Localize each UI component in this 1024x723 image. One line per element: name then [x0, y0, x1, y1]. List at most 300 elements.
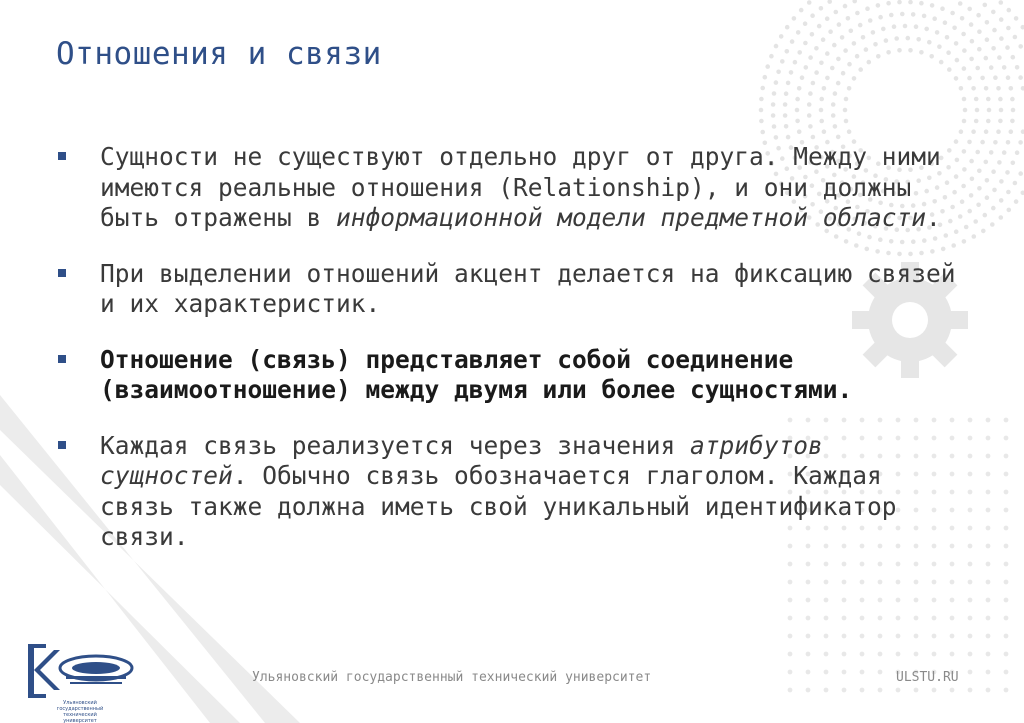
- decor-dot: [950, 652, 955, 657]
- decor-dot: [971, 129, 976, 134]
- decor-dot: [810, 32, 815, 37]
- decor-dot: [986, 544, 991, 549]
- decor-dot: [878, 616, 883, 621]
- decor-dot: [998, 97, 1003, 102]
- decor-dot: [868, 18, 873, 23]
- decor-dot: [763, 75, 768, 80]
- decor-dot: [855, 54, 860, 59]
- decor-dot: [819, 97, 824, 102]
- list-item: [56, 431, 956, 553]
- decor-dot: [999, 179, 1004, 184]
- decor-dot: [1018, 75, 1023, 80]
- decor-dot: [970, 177, 975, 182]
- decor-dot: [968, 634, 973, 639]
- decor-dot: [789, 70, 794, 75]
- decor-dot: [986, 526, 991, 531]
- decor-dot: [842, 616, 847, 621]
- decor-dot: [986, 454, 991, 459]
- decor-dot: [1002, 150, 1007, 155]
- decor-dot: [919, 1, 924, 6]
- decor-dot: [986, 580, 991, 585]
- decor-dot: [986, 97, 991, 102]
- decor-dot: [814, 70, 819, 75]
- list-item-bold: [56, 345, 956, 406]
- decor-dot: [991, 46, 996, 51]
- decor-dot: [806, 598, 811, 603]
- decor-dot: [950, 616, 955, 621]
- square-bullet-icon: [58, 152, 66, 160]
- decor-dot: [932, 16, 937, 21]
- decor-dot: [878, 15, 883, 20]
- decor-dot: [881, 27, 886, 32]
- decor-dot: [836, 135, 841, 140]
- decor-dot: [1004, 634, 1009, 639]
- decor-dot: [969, 22, 974, 27]
- decor-dot: [772, 91, 777, 96]
- decor-dot: [1004, 598, 1009, 603]
- decor-dot: [788, 634, 793, 639]
- decor-dot: [984, 86, 989, 91]
- decor-dot: [878, 688, 883, 693]
- decor-dot: [760, 86, 765, 91]
- decor-dot: [962, 149, 967, 154]
- decor-dot: [989, 65, 994, 70]
- decor-dot: [967, 76, 972, 81]
- decor-dot: [834, 10, 839, 15]
- decor-dot: [950, 580, 955, 585]
- decor-dot: [897, 48, 902, 53]
- decor-dot: [860, 652, 865, 657]
- decor-dot: [795, 119, 800, 124]
- decor-dot: [842, 580, 847, 585]
- decor-dot: [896, 688, 901, 693]
- decor-dot: [1011, 55, 1016, 60]
- decor-dot: [788, 580, 793, 585]
- decor-dot: [975, 108, 980, 113]
- decor-dot: [927, 40, 932, 45]
- decor-dot: [771, 102, 776, 107]
- item-text: Отношение (связь) представляет собой соединение (взаимоотношение) между двумя или более сущностями.: [100, 344, 853, 404]
- decor-dot: [906, 36, 911, 41]
- decor-dot: [929, 54, 934, 59]
- decor-dot: [935, 30, 940, 35]
- decor-dot: [932, 688, 937, 693]
- decor-dot: [896, 580, 901, 585]
- decor-dot: [1013, 35, 1018, 40]
- decor-dot: [999, 0, 1004, 5]
- decor-dot: [999, 36, 1004, 41]
- decor-dot: [846, 16, 851, 21]
- decor-dot: [986, 616, 991, 621]
- decor-dot: [786, 135, 791, 140]
- decor-dot: [968, 418, 973, 423]
- decor-dot: [1004, 670, 1009, 675]
- decor-dot: [968, 436, 973, 441]
- decor-dot: [819, 108, 824, 113]
- decor-dot: [842, 598, 847, 603]
- decor-dot: [788, 688, 793, 693]
- decor-dot: [785, 49, 790, 54]
- decor-dot: [914, 652, 919, 657]
- decor-dot: [780, 59, 785, 64]
- decor-dot: [1021, 191, 1024, 196]
- decor-dot: [1005, 45, 1010, 50]
- decor-dot: [993, 140, 998, 145]
- decor-dot: [908, 0, 913, 4]
- decor-dot: [968, 688, 973, 693]
- decor-dot: [1002, 65, 1007, 70]
- decor-dot: [1004, 490, 1009, 495]
- decor-dot: [785, 25, 790, 30]
- decor-dot: [962, 167, 967, 172]
- decor-dot: [771, 113, 776, 118]
- decor-dot: [964, 225, 969, 230]
- decor-dot: [760, 130, 765, 135]
- decor-dot: [783, 113, 788, 118]
- decor-dot: [950, 598, 955, 603]
- decor-dot: [968, 490, 973, 495]
- decor-dot: [958, 214, 963, 219]
- decor-dot: [797, 129, 802, 134]
- decor-dot: [803, 21, 808, 26]
- decor-dot: [792, 16, 797, 21]
- decor-dot: [950, 688, 955, 693]
- decor-dot: [903, 24, 908, 29]
- decor-dot: [986, 490, 991, 495]
- decor-dot: [987, 108, 992, 113]
- decor-dot: [894, 36, 899, 41]
- decor-dot: [779, 34, 784, 39]
- decor-dot: [836, 57, 841, 62]
- decor-dot: [1004, 418, 1009, 423]
- decor-dot: [970, 39, 975, 44]
- decor-dot: [897, 0, 902, 4]
- decor-dot: [806, 670, 811, 675]
- decor-dot: [861, 35, 866, 40]
- decor-dot: [790, 39, 795, 44]
- decor-dot: [986, 119, 991, 124]
- decor-dot: [832, 43, 837, 48]
- decor-dot: [886, 1, 891, 6]
- decor-dot: [776, 70, 781, 75]
- decor-dot: [999, 198, 1004, 203]
- decor-dot: [900, 12, 905, 17]
- decor-dot: [772, 124, 777, 129]
- decor-dot: [852, 41, 857, 46]
- decor-dot: [968, 670, 973, 675]
- decor-dot: [932, 652, 937, 657]
- decor-dot: [992, 28, 997, 33]
- decor-dot: [819, 61, 824, 66]
- item-text-end: . Обычно связь обозначается глаголом. Каждая связь также должна иметь свой уникальный идентификатор связи.: [100, 461, 897, 551]
- decor-dot: [876, 54, 881, 59]
- decor-dot: [968, 652, 973, 657]
- decor-dot: [808, 55, 813, 60]
- slide-title: Отношения и связи: [56, 36, 382, 72]
- decor-dot: [852, 76, 857, 81]
- decor-dot: [967, 7, 972, 12]
- decor-dot: [932, 616, 937, 621]
- decor-dot: [971, 86, 976, 91]
- decor-dot: [876, 3, 881, 8]
- decor-dot: [806, 580, 811, 585]
- decor-dot: [847, 86, 852, 91]
- decor-dot: [878, 580, 883, 585]
- decor-dot: [858, 23, 863, 28]
- decor-dot: [811, 81, 816, 86]
- decor-dot: [968, 616, 973, 621]
- decor-dot: [886, 50, 891, 55]
- decor-dot: [896, 598, 901, 603]
- decor-dot: [806, 634, 811, 639]
- decor-dot: [986, 688, 991, 693]
- decor-dot: [968, 508, 973, 513]
- decor-dot: [972, 234, 977, 239]
- decor-dot: [939, 60, 944, 65]
- decor-dot: [968, 544, 973, 549]
- decor-dot: [977, 186, 982, 191]
- decor-dot: [1007, 208, 1012, 213]
- decor-dot: [984, 160, 989, 165]
- decor-dot: [922, 14, 927, 19]
- decor-dot: [822, 129, 827, 134]
- decor-dot: [784, 124, 789, 129]
- decor-dot: [774, 135, 779, 140]
- decor-dot: [962, 66, 967, 71]
- footer-site-link[interactable]: ULSTU.RU: [896, 670, 959, 685]
- decor-dot: [983, 3, 988, 8]
- decor-dot: [999, 215, 1004, 220]
- decor-dot: [1006, 190, 1011, 195]
- decor-dot: [847, 62, 852, 67]
- decor-dot: [986, 598, 991, 603]
- decor-dot: [795, 97, 800, 102]
- decor-dot: [997, 55, 1002, 60]
- decor-dot: [932, 634, 937, 639]
- decor-dot: [1009, 129, 1014, 134]
- decor-dot: [1014, 199, 1019, 204]
- decor-dot: [977, 47, 982, 52]
- decor-dot: [969, 57, 974, 62]
- decor-dot: [808, 124, 813, 129]
- decor-dot: [843, 48, 848, 53]
- decor-dot: [961, 184, 966, 189]
- decor-dot: [984, 129, 989, 134]
- decor-dot: [946, 50, 951, 55]
- decor-dot: [825, 16, 830, 21]
- decor-dot: [968, 580, 973, 585]
- decor-dot: [976, 13, 981, 18]
- decor-dot: [991, 10, 996, 15]
- decor-dot: [984, 56, 989, 61]
- decor-dot: [860, 580, 865, 585]
- decor-dot: [1018, 140, 1023, 145]
- decor-dot: [1004, 562, 1009, 567]
- decor-dot: [824, 598, 829, 603]
- decor-dot: [945, 35, 950, 40]
- decor-dot: [997, 160, 1002, 165]
- decor-dot: [799, 8, 804, 13]
- list-item: [56, 259, 956, 320]
- decor-dot: [1004, 580, 1009, 585]
- decor-dot: [865, 6, 870, 11]
- decor-dot: [831, 113, 836, 118]
- decor-dot: [911, 12, 916, 17]
- decor-dot: [774, 44, 779, 49]
- decor-dot: [855, 11, 860, 16]
- decor-dot: [806, 616, 811, 621]
- decor-dot: [962, 119, 967, 124]
- decor-dot: [989, 150, 994, 155]
- decor-dot: [896, 616, 901, 621]
- decor-dot: [986, 652, 991, 657]
- decor-dot: [889, 13, 894, 18]
- decor-dot: [986, 562, 991, 567]
- decor-dot: [985, 20, 990, 25]
- decor-dot: [993, 75, 998, 80]
- decor-dot: [932, 598, 937, 603]
- decor-dot: [996, 129, 1001, 134]
- decor-dot: [973, 219, 978, 224]
- decor-dot: [824, 670, 829, 675]
- decor-dot: [1021, 25, 1024, 30]
- decor-dot: [842, 652, 847, 657]
- decor-dot: [842, 670, 847, 675]
- decor-dot: [1006, 26, 1011, 31]
- decor-dot: [860, 634, 865, 639]
- item-text: Сущности не существуют отдельно друг от друга. Между ними имеются реальные отношения (Relationship), и они должны быть отражены в: [100, 142, 941, 232]
- decor-dot: [878, 634, 883, 639]
- decor-dot: [919, 50, 924, 55]
- decor-dot: [990, 222, 995, 227]
- footer-university: Ульяновский государственный технический университет: [252, 670, 652, 685]
- decor-dot: [825, 51, 830, 56]
- decor-dot: [1004, 508, 1009, 513]
- decor-dot: [975, 150, 980, 155]
- decor-dot: [968, 598, 973, 603]
- decor-dot: [878, 652, 883, 657]
- decor-dot: [788, 670, 793, 675]
- logo-caption: Ульяновский государственный технический университет: [56, 700, 104, 723]
- decor-dot: [914, 580, 919, 585]
- decor-dot: [1004, 526, 1009, 531]
- decor-dot: [950, 634, 955, 639]
- decor-dot: [797, 86, 802, 91]
- decor-dot: [1010, 97, 1015, 102]
- decor-dot: [996, 86, 1001, 91]
- decor-dot: [1006, 75, 1011, 80]
- decor-dot: [985, 178, 990, 183]
- decor-dot: [924, 27, 929, 32]
- decor-dot: [796, 30, 801, 35]
- decor-dot: [930, 3, 935, 8]
- decor-dot: [831, 102, 836, 107]
- decor-dot: [843, 108, 848, 113]
- decor-dot: [759, 97, 764, 102]
- decor-dot: [1004, 544, 1009, 549]
- decor-dot: [788, 598, 793, 603]
- decor-dot: [986, 634, 991, 639]
- decor-dot: [985, 37, 990, 42]
- decor-dot: [974, 119, 979, 124]
- decor-dot: [811, 135, 816, 140]
- decor-dot: [1004, 472, 1009, 477]
- decor-dot: [962, 239, 967, 244]
- decor-dot: [819, 6, 824, 11]
- decor-dot: [914, 688, 919, 693]
- decor-dot: [833, 91, 838, 96]
- decor-dot: [1011, 161, 1016, 166]
- decor-dot: [959, 129, 964, 134]
- bullet-list: [56, 142, 956, 578]
- decor-dot: [914, 634, 919, 639]
- item-emphasis: информационной модели предметной области: [336, 203, 927, 232]
- decor-dot: [958, 1, 963, 6]
- decor-dot: [806, 688, 811, 693]
- decor-dot: [986, 670, 991, 675]
- square-bullet-icon: [58, 441, 66, 449]
- decor-dot: [950, 11, 955, 16]
- decor-dot: [860, 670, 865, 675]
- decor-dot: [824, 688, 829, 693]
- decor-dot: [968, 562, 973, 567]
- decor-dot: [788, 616, 793, 621]
- decor-dot: [1010, 119, 1015, 124]
- decor-dot: [999, 17, 1004, 22]
- decor-dot: [960, 16, 965, 21]
- decor-dot: [981, 229, 986, 234]
- decor-dot: [976, 203, 981, 208]
- decor-dot: [825, 76, 830, 81]
- decor-dot: [786, 81, 791, 86]
- decor-dot: [864, 47, 869, 52]
- decor-dot: [828, 29, 833, 34]
- decor-dot: [808, 91, 813, 96]
- decor-dot: [992, 188, 997, 193]
- decor-dot: [1004, 652, 1009, 657]
- decor-dot: [986, 472, 991, 477]
- decor-dot: [1009, 86, 1014, 91]
- decor-dot: [843, 4, 848, 9]
- decor-dot: [810, 13, 815, 18]
- decor-dot: [852, 0, 857, 3]
- decor-dot: [1018, 171, 1023, 176]
- decor-dot: [977, 29, 982, 34]
- decor-dot: [991, 169, 996, 174]
- decor-dot: [788, 652, 793, 657]
- decor-dot: [833, 124, 838, 129]
- decor-dot: [822, 86, 827, 91]
- decor-dot: [842, 634, 847, 639]
- decor-dot: [844, 119, 849, 124]
- decor-dot: [807, 0, 812, 5]
- decor-dot: [985, 195, 990, 200]
- item-text: Каждая связь реализуется через значения: [100, 430, 691, 460]
- decor-dot: [968, 526, 973, 531]
- decor-dot: [849, 29, 854, 34]
- decor-dot: [797, 50, 802, 55]
- decor-dot: [759, 119, 764, 124]
- decor-dot: [947, 67, 952, 72]
- decor-dot: [807, 102, 812, 107]
- decor-dot: [1006, 140, 1011, 145]
- decor-dot: [827, 0, 832, 4]
- decor-dot: [932, 580, 937, 585]
- decor-dot: [840, 35, 845, 40]
- decor-dot: [836, 81, 841, 86]
- decor-dot: [1011, 108, 1016, 113]
- decor-dot: [975, 66, 980, 71]
